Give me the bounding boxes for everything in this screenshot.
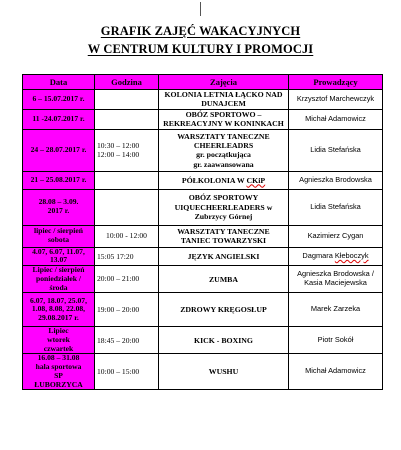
date-text: 21 – 25.08.2017 r. <box>30 174 87 184</box>
table-row <box>23 90 383 110</box>
cell-date <box>23 129 95 171</box>
activity-text: CKiP <box>246 175 266 185</box>
activity-text: JĘZYK ANGIELSKI <box>187 251 260 261</box>
header-activity: Zajęcia <box>159 75 289 90</box>
hour-text: 10:00 – 15:00 <box>97 367 140 377</box>
table-row <box>23 293 383 327</box>
leader-text: Agnieszka Brodowska / <box>297 269 374 279</box>
date-text: 11 -24.07.2017 r. <box>32 113 85 123</box>
cell-hour <box>95 171 159 189</box>
cell-date <box>23 354 95 390</box>
page-subtitle: W CENTRUM KULTURY I PROMOCJI <box>87 42 314 56</box>
cell-date <box>23 247 95 265</box>
page-title: GRAFIK ZAJĘĆ WAKACYJNYCH <box>100 24 301 38</box>
cell-leader <box>289 129 383 171</box>
cell-hour <box>95 109 159 129</box>
cell-leader <box>289 354 383 390</box>
cell-leader <box>289 293 383 327</box>
date-text: 6 – 15.07.2017 r. <box>32 93 85 103</box>
cell-date <box>23 109 95 129</box>
date-text: 29.08.2017 r. <box>38 313 79 323</box>
activity-text: CHEERLEADRS <box>193 140 254 150</box>
table-row <box>23 189 383 225</box>
leader-text: Dagmara <box>302 250 335 260</box>
date-text: 13.07 <box>49 255 68 265</box>
leader-text: Kłeboczyk <box>334 250 369 260</box>
cell-hour <box>95 225 159 247</box>
header-date: Data <box>23 75 95 90</box>
cell-hour <box>95 129 159 171</box>
cell-activity <box>159 171 289 189</box>
cell-date <box>23 266 95 293</box>
activity-text: ZUMBA <box>208 274 239 284</box>
leader-text: Agnieszka Brodowska <box>299 174 372 184</box>
cell-activity <box>159 225 289 247</box>
cell-leader <box>289 266 383 293</box>
leader-text: Michał Adamowicz <box>305 113 366 123</box>
leader-text: Michał Adamowicz <box>305 366 366 376</box>
header-leader: Prowadzący <box>289 75 383 90</box>
activity-text: Zubrzycy Górnej <box>194 211 253 221</box>
leader-text: Lidia Stefańska <box>310 144 361 154</box>
cell-activity <box>159 293 289 327</box>
date-text: środa <box>49 282 68 292</box>
hour-text: 15:05 17:20 <box>97 251 134 261</box>
hour-text: 20:00 – 21:00 <box>97 274 140 284</box>
cell-date <box>23 189 95 225</box>
hour-text: 10:00 - 12:00 <box>106 231 147 241</box>
table-row <box>23 266 383 293</box>
cell-activity <box>159 90 289 110</box>
activity-text: gr. zaawansowana <box>193 159 254 169</box>
leader-text: Kasia Maciejewska <box>304 278 367 288</box>
table-row <box>23 247 383 265</box>
activity-text: WUSHU <box>208 367 239 377</box>
activity-text: WARSZTATY TANECZNE <box>177 226 270 236</box>
leader-text: Lidia Stefańska <box>310 201 361 211</box>
cell-leader <box>289 109 383 129</box>
leader-text: Piotr Sokół <box>317 334 354 344</box>
activity-text: KOLONIA LETNIA ŁĄCKO NAD <box>164 90 283 99</box>
date-text: 1.08, 8.08, 22.08, <box>31 304 86 314</box>
date-text: czwartek <box>43 343 74 353</box>
date-text: poniedziałek / <box>36 273 81 283</box>
activity-text: WARSZTATY TANECZNE <box>177 131 270 141</box>
date-text: lipiec / sierpień <box>34 226 83 236</box>
activity-text: KICK - BOXING <box>194 335 253 345</box>
activity-text: TANIEC TOWARZYSKI <box>180 236 267 246</box>
table-row <box>23 225 383 247</box>
date-text: ŁUBORZYCA <box>34 379 83 389</box>
hour-text: 19:00 – 20:00 <box>97 305 140 315</box>
cell-hour <box>95 327 159 354</box>
leader-text: Kazimierz Cygan <box>307 230 364 240</box>
cell-date <box>23 293 95 327</box>
hour-text: 18:45 – 20:00 <box>97 335 140 345</box>
cell-leader <box>289 327 383 354</box>
table-row <box>23 129 383 171</box>
cell-activity <box>159 189 289 225</box>
date-text: hala sportowa <box>35 362 82 372</box>
activity-text: ZDROWY KRĘGOSŁUP <box>180 305 267 315</box>
cell-date <box>23 327 95 354</box>
cell-hour <box>95 247 159 265</box>
date-text: Lipiec <box>48 326 69 336</box>
date-text: 4.07, 6.07, 11.07, <box>32 247 85 256</box>
cell-date <box>23 90 95 110</box>
cell-activity <box>159 327 289 354</box>
activity-text: PÓŁKOLONIA W <box>181 175 247 185</box>
hour-text: 10:30 – 12:00 <box>97 140 140 150</box>
cell-hour <box>95 189 159 225</box>
leader-text: Marek Zarzeka <box>310 304 361 314</box>
table-row <box>23 354 383 390</box>
table-header-row <box>23 75 383 90</box>
date-text: 2017 r. <box>47 206 70 216</box>
header-hour: Godzina <box>95 75 159 90</box>
leader-text: Krzysztof Marchewczyk <box>296 93 375 103</box>
date-text: 6.07, 18.07, 25.07, <box>30 295 87 305</box>
table-row <box>23 171 383 189</box>
cell-hour <box>95 90 159 110</box>
cell-date <box>23 225 95 247</box>
text-cursor-mark <box>200 2 201 16</box>
activity-text: gr. początkująca <box>196 150 251 160</box>
cell-activity <box>159 266 289 293</box>
table-row <box>23 327 383 354</box>
hour-text: 12:00 – 14:00 <box>97 150 140 160</box>
date-text: SP <box>54 370 63 380</box>
cell-hour <box>95 354 159 390</box>
activity-text: DUNAJCEM <box>201 99 246 109</box>
cell-activity <box>159 129 289 171</box>
cell-activity <box>159 247 289 265</box>
activity-text: REKREACYJNY W KONINKACH <box>163 119 284 129</box>
cell-date <box>23 171 95 189</box>
date-text: sobota <box>47 235 70 245</box>
activity-text: OBÓZ SPORTOWY <box>188 193 259 203</box>
cell-leader <box>289 90 383 110</box>
cell-activity <box>159 354 289 390</box>
cell-leader <box>289 247 383 265</box>
cell-leader <box>289 171 383 189</box>
cell-leader <box>289 225 383 247</box>
activity-text: OBÓZ SPORTOWO – <box>185 109 262 119</box>
date-text: 28.08 – 3.09. <box>38 197 79 207</box>
date-text: Lipiec / sierpień <box>32 265 85 275</box>
date-text: 16.08 – 31.08 <box>37 353 80 363</box>
table-row <box>23 109 383 129</box>
cell-hour <box>95 266 159 293</box>
cell-leader <box>289 189 383 225</box>
schedule-table <box>22 74 383 390</box>
activity-text: UIQUECHEERLEADERS w <box>174 202 273 212</box>
date-text: wtorek <box>47 335 70 344</box>
date-text: 24 – 28.07.2017 r. <box>30 144 87 154</box>
cell-hour <box>95 293 159 327</box>
cell-activity <box>159 109 289 129</box>
